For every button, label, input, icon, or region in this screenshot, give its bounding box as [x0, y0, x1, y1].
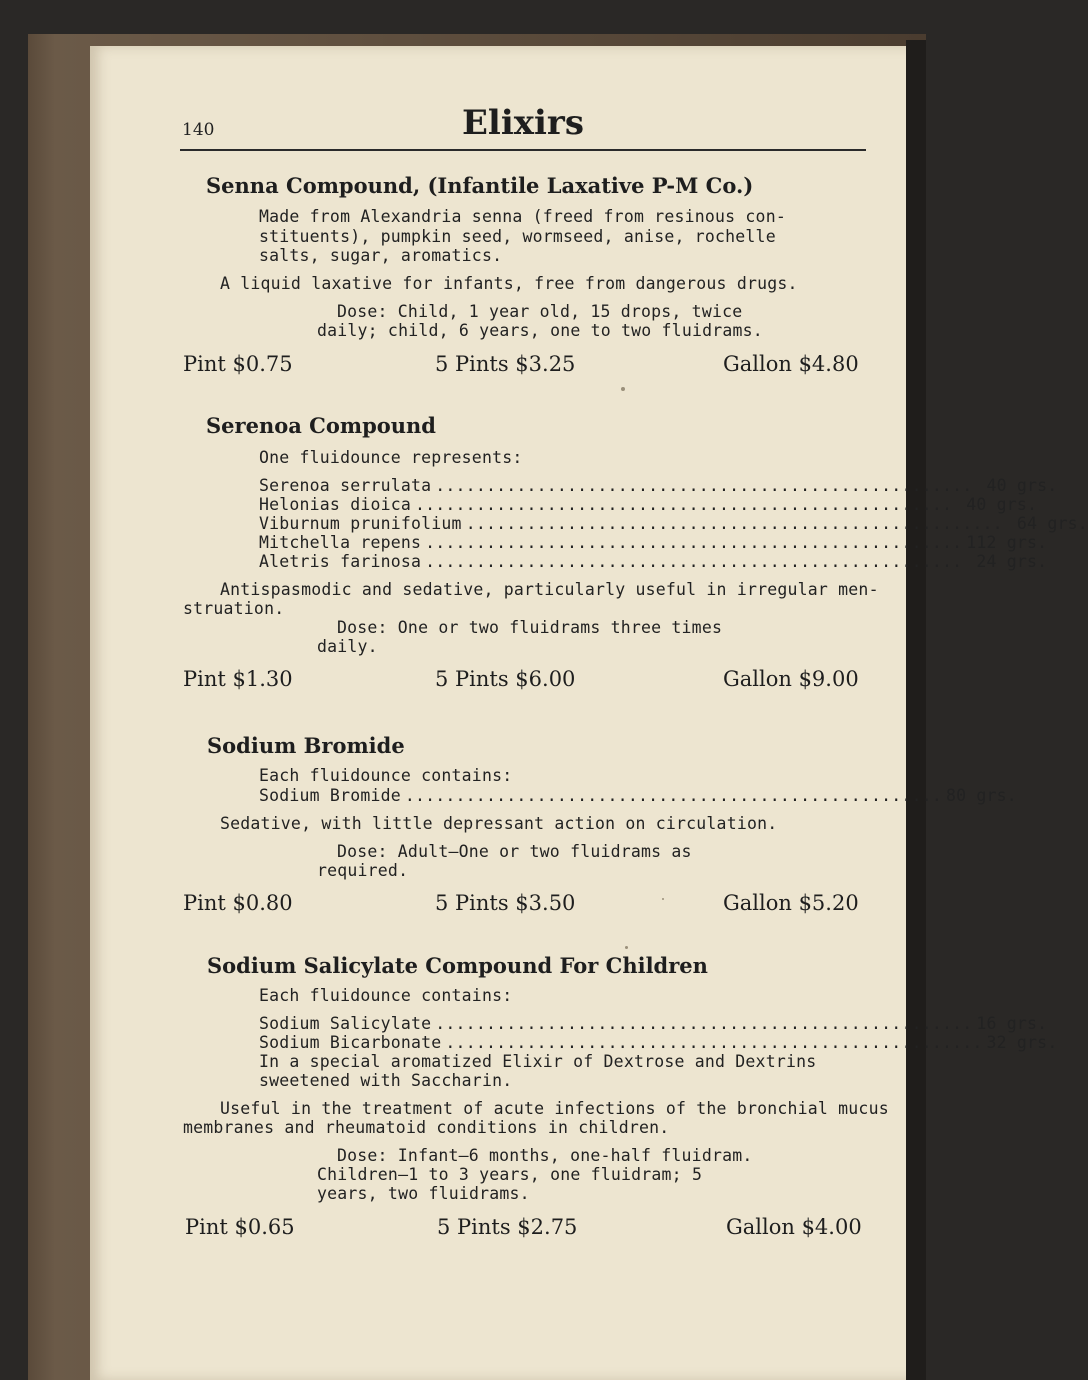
price-pint: Pint $1.30 [183, 667, 293, 691]
intro-line: Each fluidounce contains: [259, 986, 513, 1005]
ingredient-row [259, 514, 1088, 533]
dose-line: years, two fluidrams. [317, 1184, 530, 1203]
ingredient-qty: 32 grs. [986, 1033, 1058, 1052]
use-line: membranes and rheumatoid conditions in children. [183, 1118, 670, 1137]
desc-line: stituents), pumpkin seed, wormseed, anise, rochelle [259, 227, 776, 246]
section-heading-senna: Senna Compound, (Infantile Laxative P-M Co.) [206, 173, 754, 198]
paper-speck [625, 946, 628, 949]
use-line: A liquid laxative for infants, free from dangerous drugs. [220, 274, 798, 293]
ingredient-qty: 24 grs. [966, 552, 1048, 571]
desc-line: Made from Alexandria senna (freed from resinous con- [259, 207, 786, 226]
section-heading-sodium-bromide: Sodium Bromide [207, 733, 405, 758]
ingredient-row [259, 786, 1017, 805]
ingredient-row [259, 1033, 1058, 1052]
price-gallon: Gallon $4.00 [726, 1215, 862, 1239]
price-5-pints: 5 Pints $6.00 [435, 667, 576, 691]
leader-dots: ..................................................... [445, 1033, 983, 1052]
use-line: Useful in the treatment of acute infections of the bronchial mucus [220, 1099, 889, 1118]
ingredient-name: Helonias dioica [259, 495, 412, 514]
ingredient-row [259, 495, 1038, 514]
ingredient-row [259, 533, 1048, 552]
ingredient-qty: 64 grs. [1006, 514, 1088, 533]
ingredient-row [259, 1014, 1048, 1033]
price-gallon: Gallon $4.80 [723, 352, 859, 376]
note-line: In a special aromatized Elixir of Dextrose and Dextrins [259, 1052, 817, 1071]
dose-line: required. [317, 861, 409, 880]
ingredient-qty: 40 grs. [956, 495, 1038, 514]
price-gallon: Gallon $9.00 [723, 667, 859, 691]
background-edge [906, 40, 926, 1380]
header-rule [180, 149, 866, 151]
dose-line: daily; child, 6 years, one to two fluidrams. [317, 321, 763, 340]
paper-speck [621, 387, 625, 391]
ingredient-name: Sodium Bicarbonate [259, 1033, 442, 1052]
section-heading-sodium-salicylate: Sodium Salicylate Compound For Children [207, 953, 708, 978]
ingredient-name: Aletris farinosa [259, 552, 422, 571]
leader-dots: ..................................................... [425, 552, 963, 571]
leader-dots: ..................................................... [415, 495, 953, 514]
price-5-pints: 5 Pints $3.50 [435, 891, 576, 915]
leader-dots: ..................................................... [435, 476, 973, 495]
intro-line: Each fluidounce contains: [259, 766, 513, 785]
note-line: sweetened with Saccharin. [259, 1071, 513, 1090]
page-title: Elixirs [462, 103, 584, 143]
price-5-pints: 5 Pints $2.75 [437, 1215, 578, 1239]
ingredient-name: Viburnum prunifolium [259, 514, 462, 533]
price-pint: Pint $0.65 [185, 1215, 295, 1239]
use-line: Sedative, with little depressant action on circulation. [220, 814, 778, 833]
desc-line: salts, sugar, aromatics. [259, 246, 503, 265]
dose-line: Dose: Infant—6 months, one-half fluidram. [337, 1146, 753, 1165]
price-pint: Pint $0.75 [183, 352, 293, 376]
price-pint: Pint $0.80 [183, 891, 293, 915]
dose-line: Children—1 to 3 years, one fluidram; 5 [317, 1165, 703, 1184]
use-line: struation. [183, 599, 285, 618]
ingredient-qty: 40 grs. [976, 476, 1058, 495]
ingredient-name: Mitchella repens [259, 533, 422, 552]
price-5-pints: 5 Pints $3.25 [435, 352, 576, 376]
ingredient-qty: 16 grs. [976, 1014, 1048, 1033]
ingredient-name: Serenoa serrulata [259, 476, 432, 495]
leader-dots: ..................................................... [425, 533, 963, 552]
leader-dots: ..................................................... [465, 514, 1003, 533]
ingredient-qty: 80 grs. [945, 786, 1017, 805]
ingredient-row [259, 552, 1048, 571]
section-heading-serenoa: Serenoa Compound [206, 413, 436, 438]
intro-line: One fluidounce represents: [259, 448, 523, 467]
ingredient-row [259, 476, 1058, 495]
dose-line: daily. [317, 637, 378, 656]
leader-dots: ..................................................... [404, 786, 942, 805]
leader-dots: ..................................................... [435, 1014, 973, 1033]
price-gallon: Gallon $5.20 [723, 891, 859, 915]
dose-line: Dose: Adult—One or two fluidrams as [337, 842, 692, 861]
ingredient-name: Sodium Bromide [259, 786, 401, 805]
use-line: Antispasmodic and sedative, particularly useful in irregular men- [220, 580, 879, 599]
dose-line: Dose: Child, 1 year old, 15 drops, twice [337, 302, 743, 321]
dose-line: Dose: One or two fluidrams three times [337, 618, 723, 637]
paper-speck [662, 898, 664, 900]
ingredient-qty: 112 grs. [966, 533, 1048, 552]
page-number: 140 [182, 120, 215, 140]
ingredient-name: Sodium Salicylate [259, 1014, 432, 1033]
